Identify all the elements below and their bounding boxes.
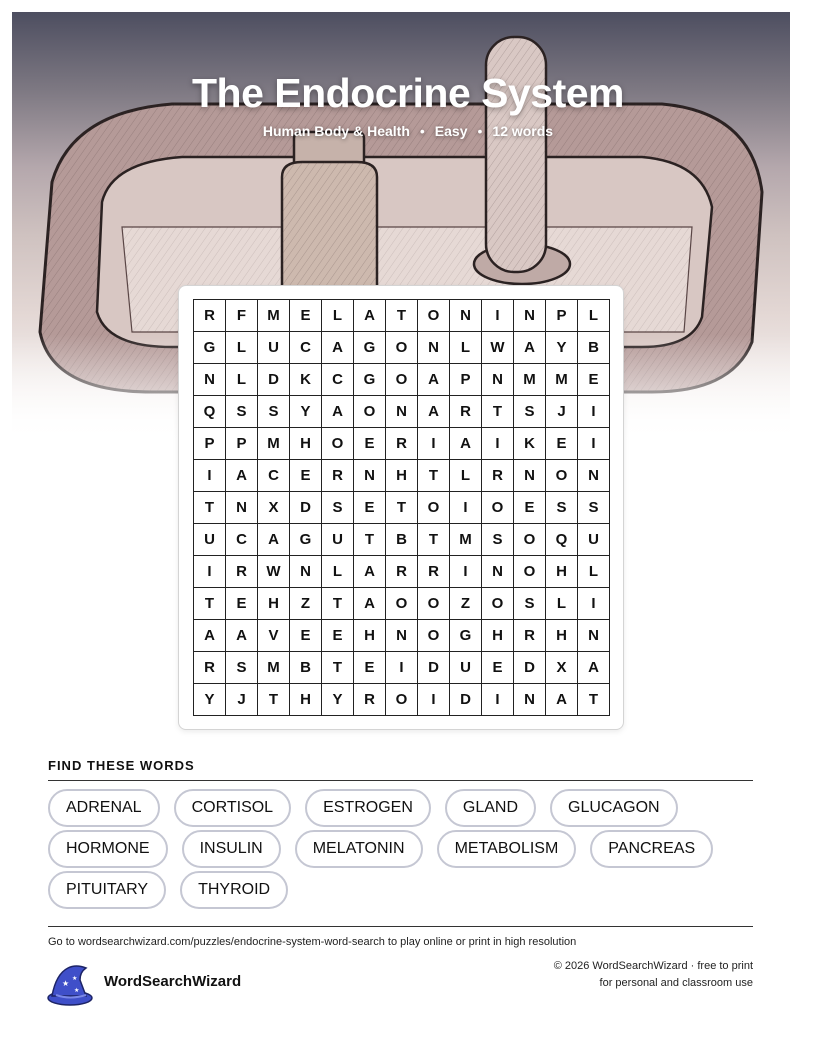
- word-pill: INSULIN: [182, 830, 281, 868]
- grid-cell[interactable]: J: [226, 684, 258, 716]
- grid-cell[interactable]: X: [258, 492, 290, 524]
- grid-cell[interactable]: I: [578, 588, 610, 620]
- grid-cell[interactable]: I: [578, 428, 610, 460]
- grid-cell[interactable]: Z: [450, 588, 482, 620]
- copyright-notice: © 2026 WordSearchWizard · free to print for personal and classroom use: [553, 960, 753, 989]
- grid-cell[interactable]: M: [258, 300, 290, 332]
- grid-cell[interactable]: F: [226, 300, 258, 332]
- grid-cell[interactable]: N: [482, 364, 514, 396]
- grid-cell[interactable]: T: [386, 492, 418, 524]
- grid-cell[interactable]: E: [290, 300, 322, 332]
- grid-cell[interactable]: Y: [546, 332, 578, 364]
- grid-cell[interactable]: R: [194, 652, 226, 684]
- grid-cell[interactable]: E: [354, 652, 386, 684]
- grid-cell[interactable]: Y: [194, 684, 226, 716]
- grid-cell[interactable]: N: [194, 364, 226, 396]
- puzzle-meta: [0, 123, 816, 139]
- grid-cell[interactable]: U: [322, 524, 354, 556]
- grid-cell[interactable]: C: [258, 460, 290, 492]
- word-pill: CORTISOL: [174, 789, 292, 827]
- grid-cell[interactable]: N: [578, 620, 610, 652]
- grid-cell[interactable]: W: [482, 332, 514, 364]
- word-pill: ESTROGEN: [305, 789, 431, 827]
- grid-cell[interactable]: N: [290, 556, 322, 588]
- grid-cell[interactable]: M: [546, 364, 578, 396]
- grid-cell[interactable]: L: [546, 588, 578, 620]
- grid-cell[interactable]: R: [418, 556, 450, 588]
- word-pill: GLUCAGON: [550, 789, 678, 827]
- grid-cell[interactable]: O: [514, 556, 546, 588]
- grid-cell[interactable]: A: [450, 428, 482, 460]
- page-title: The Endocrine System: [191, 70, 624, 116]
- grid-cell[interactable]: A: [418, 364, 450, 396]
- grid-cell[interactable]: S: [514, 588, 546, 620]
- grid-cell[interactable]: A: [418, 396, 450, 428]
- grid-cell[interactable]: E: [578, 364, 610, 396]
- grid-cell[interactable]: I: [482, 300, 514, 332]
- grid-cell[interactable]: W: [258, 556, 290, 588]
- grid-cell[interactable]: U: [194, 524, 226, 556]
- grid-cell[interactable]: S: [226, 652, 258, 684]
- grid-cell[interactable]: P: [450, 364, 482, 396]
- grid-cell[interactable]: O: [546, 460, 578, 492]
- grid-cell[interactable]: E: [546, 428, 578, 460]
- grid-cell[interactable]: N: [482, 556, 514, 588]
- grid-cell[interactable]: H: [258, 588, 290, 620]
- grid-cell[interactable]: N: [354, 460, 386, 492]
- wizard-hat-icon: [46, 962, 94, 1006]
- grid-cell[interactable]: S: [482, 524, 514, 556]
- grid-cell[interactable]: H: [386, 460, 418, 492]
- grid-cell[interactable]: L: [226, 332, 258, 364]
- grid-cell[interactable]: U: [258, 332, 290, 364]
- grid-cell[interactable]: L: [578, 556, 610, 588]
- grid-cell[interactable]: H: [290, 428, 322, 460]
- separator-dot: •: [419, 123, 425, 139]
- grid-cell[interactable]: N: [418, 332, 450, 364]
- grid-cell[interactable]: E: [514, 492, 546, 524]
- grid-cell[interactable]: R: [386, 428, 418, 460]
- grid-cell[interactable]: A: [322, 332, 354, 364]
- grid-cell[interactable]: L: [450, 460, 482, 492]
- grid-cell[interactable]: O: [418, 300, 450, 332]
- svg-text:★: ★: [62, 979, 70, 988]
- grid-cell[interactable]: S: [226, 396, 258, 428]
- grid-cell[interactable]: S: [578, 492, 610, 524]
- grid-cell[interactable]: T: [578, 684, 610, 716]
- svg-text:★: ★: [72, 975, 78, 982]
- grid-cell[interactable]: A: [546, 684, 578, 716]
- puzzle-card: [178, 285, 624, 730]
- grid-cell[interactable]: T: [482, 396, 514, 428]
- grid-cell[interactable]: I: [386, 652, 418, 684]
- grid-cell[interactable]: L: [578, 300, 610, 332]
- word-pill: GLAND: [445, 789, 536, 827]
- grid-cell[interactable]: D: [514, 652, 546, 684]
- grid-cell[interactable]: K: [514, 428, 546, 460]
- grid-cell[interactable]: O: [386, 684, 418, 716]
- grid-cell[interactable]: X: [546, 652, 578, 684]
- word-pill: PITUITARY: [48, 871, 166, 909]
- grid-cell[interactable]: N: [514, 300, 546, 332]
- grid-cell[interactable]: B: [386, 524, 418, 556]
- grid-cell[interactable]: U: [578, 524, 610, 556]
- grid-cell[interactable]: R: [514, 620, 546, 652]
- grid-cell[interactable]: E: [290, 460, 322, 492]
- grid-cell[interactable]: O: [418, 492, 450, 524]
- svg-text:★: ★: [74, 987, 80, 994]
- grid-cell[interactable]: R: [194, 300, 226, 332]
- grid-cell[interactable]: R: [386, 556, 418, 588]
- grid-cell[interactable]: A: [226, 620, 258, 652]
- grid-cell[interactable]: C: [322, 364, 354, 396]
- grid-cell[interactable]: I: [194, 460, 226, 492]
- grid-cell[interactable]: A: [354, 556, 386, 588]
- grid-cell[interactable]: D: [418, 652, 450, 684]
- word-count-label: 12 words: [492, 123, 554, 139]
- word-pill: MELATONIN: [295, 830, 423, 868]
- letter-grid[interactable]: [193, 299, 610, 716]
- word-pill: ADRENAL: [48, 789, 160, 827]
- grid-cell[interactable]: C: [290, 332, 322, 364]
- grid-cell[interactable]: I: [418, 428, 450, 460]
- grid-cell[interactable]: N: [386, 620, 418, 652]
- grid-cell[interactable]: B: [290, 652, 322, 684]
- grid-cell[interactable]: O: [386, 364, 418, 396]
- grid-cell[interactable]: M: [258, 652, 290, 684]
- grid-cell[interactable]: H: [546, 556, 578, 588]
- grid-cell[interactable]: A: [354, 588, 386, 620]
- grid-cell[interactable]: R: [322, 460, 354, 492]
- grid-cell[interactable]: L: [226, 364, 258, 396]
- grid-cell[interactable]: R: [354, 684, 386, 716]
- grid-cell[interactable]: E: [482, 652, 514, 684]
- grid-cell[interactable]: T: [258, 684, 290, 716]
- grid-cell[interactable]: Q: [194, 396, 226, 428]
- grid-cell[interactable]: T: [418, 524, 450, 556]
- category-label: Human Body & Health: [262, 123, 410, 139]
- grid-cell[interactable]: E: [354, 428, 386, 460]
- grid-cell[interactable]: D: [450, 684, 482, 716]
- grid-cell[interactable]: N: [514, 460, 546, 492]
- grid-cell[interactable]: A: [322, 396, 354, 428]
- grid-cell[interactable]: S: [546, 492, 578, 524]
- grid-cell[interactable]: I: [450, 492, 482, 524]
- grid-cell[interactable]: E: [354, 492, 386, 524]
- grid-cell[interactable]: A: [194, 620, 226, 652]
- grid-cell[interactable]: K: [290, 364, 322, 396]
- grid-cell[interactable]: T: [354, 524, 386, 556]
- grid-cell[interactable]: P: [546, 300, 578, 332]
- grid-cell[interactable]: G: [290, 524, 322, 556]
- grid-cell[interactable]: H: [354, 620, 386, 652]
- word-list: [48, 789, 753, 909]
- grid-cell[interactable]: M: [258, 428, 290, 460]
- separator-dot: •: [477, 123, 483, 139]
- grid-cell[interactable]: J: [546, 396, 578, 428]
- grid-cell[interactable]: S: [514, 396, 546, 428]
- grid-cell[interactable]: A: [354, 300, 386, 332]
- grid-cell[interactable]: Y: [322, 684, 354, 716]
- grid-cell[interactable]: V: [258, 620, 290, 652]
- grid-cell[interactable]: Q: [546, 524, 578, 556]
- grid-cell[interactable]: T: [418, 460, 450, 492]
- grid-cell[interactable]: L: [322, 300, 354, 332]
- grid-cell[interactable]: B: [578, 332, 610, 364]
- grid-cell[interactable]: E: [322, 620, 354, 652]
- grid-cell[interactable]: M: [514, 364, 546, 396]
- grid-cell[interactable]: G: [450, 620, 482, 652]
- grid-cell[interactable]: P: [226, 428, 258, 460]
- grid-cell[interactable]: R: [450, 396, 482, 428]
- grid-cell[interactable]: R: [482, 460, 514, 492]
- word-pill: HORMONE: [48, 830, 168, 868]
- grid-cell[interactable]: G: [194, 332, 226, 364]
- grid-cell[interactable]: E: [226, 588, 258, 620]
- grid-cell[interactable]: O: [482, 588, 514, 620]
- grid-cell[interactable]: I: [194, 556, 226, 588]
- grid-cell[interactable]: O: [322, 428, 354, 460]
- grid-cell[interactable]: E: [290, 620, 322, 652]
- grid-cell[interactable]: O: [418, 588, 450, 620]
- grid-cell[interactable]: O: [386, 332, 418, 364]
- grid-cell[interactable]: N: [386, 396, 418, 428]
- grid-cell[interactable]: D: [290, 492, 322, 524]
- grid-cell[interactable]: H: [482, 620, 514, 652]
- footer-link[interactable]: Go to wordsearchwizard.com/puzzles/endocrine-system-word-search to play online or print in high resolution: [48, 936, 577, 948]
- grid-cell[interactable]: H: [546, 620, 578, 652]
- grid-cell[interactable]: T: [194, 588, 226, 620]
- grid-cell[interactable]: L: [450, 332, 482, 364]
- grid-cell[interactable]: O: [482, 492, 514, 524]
- word-list-heading: FIND THESE WORDS: [48, 758, 195, 773]
- grid-cell[interactable]: A: [578, 652, 610, 684]
- grid-cell[interactable]: O: [418, 620, 450, 652]
- grid-cell[interactable]: M: [450, 524, 482, 556]
- grid-cell[interactable]: N: [578, 460, 610, 492]
- word-pill: THYROID: [180, 871, 288, 909]
- grid-cell[interactable]: S: [258, 396, 290, 428]
- grid-cell[interactable]: I: [578, 396, 610, 428]
- grid-cell[interactable]: O: [354, 396, 386, 428]
- grid-cell[interactable]: T: [386, 300, 418, 332]
- grid-cell[interactable]: I: [418, 684, 450, 716]
- grid-cell[interactable]: H: [290, 684, 322, 716]
- grid-cell[interactable]: Y: [290, 396, 322, 428]
- grid-cell[interactable]: O: [386, 588, 418, 620]
- grid-cell[interactable]: Z: [290, 588, 322, 620]
- brand-name: WordSearchWizard: [104, 973, 242, 990]
- word-pill: PANCREAS: [590, 830, 713, 868]
- grid-cell[interactable]: I: [482, 428, 514, 460]
- divider: [48, 926, 753, 927]
- grid-cell[interactable]: T: [322, 652, 354, 684]
- grid-cell[interactable]: U: [450, 652, 482, 684]
- grid-cell[interactable]: P: [194, 428, 226, 460]
- grid-cell[interactable]: L: [322, 556, 354, 588]
- difficulty-label: Easy: [434, 123, 468, 139]
- grid-cell[interactable]: G: [354, 332, 386, 364]
- grid-cell[interactable]: D: [258, 364, 290, 396]
- grid-cell[interactable]: G: [354, 364, 386, 396]
- grid-cell[interactable]: N: [226, 492, 258, 524]
- grid-cell[interactable]: N: [514, 684, 546, 716]
- word-pill: METABOLISM: [437, 830, 577, 868]
- grid-cell[interactable]: I: [450, 556, 482, 588]
- grid-cell[interactable]: C: [226, 524, 258, 556]
- grid-cell[interactable]: I: [482, 684, 514, 716]
- grid-cell[interactable]: T: [322, 588, 354, 620]
- grid-cell[interactable]: O: [514, 524, 546, 556]
- grid-cell[interactable]: A: [514, 332, 546, 364]
- grid-cell[interactable]: T: [194, 492, 226, 524]
- grid-cell[interactable]: N: [450, 300, 482, 332]
- grid-cell[interactable]: S: [322, 492, 354, 524]
- grid-cell[interactable]: A: [258, 524, 290, 556]
- divider: [48, 780, 753, 781]
- grid-cell[interactable]: A: [226, 460, 258, 492]
- grid-cell[interactable]: R: [226, 556, 258, 588]
